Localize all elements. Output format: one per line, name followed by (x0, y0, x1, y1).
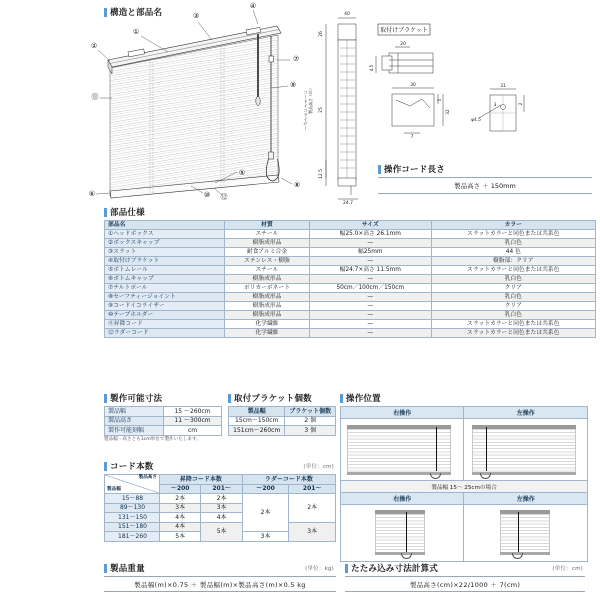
section-view (326, 18, 358, 199)
material-cell: スチール (225, 266, 310, 275)
sub-header-2: 201～ (201, 484, 242, 494)
material-cell: ステンレス・樹脂 (225, 257, 310, 266)
blind-illustration-right-narrow (375, 510, 425, 555)
operation-cord-value: 製品高さ ＋ 150mm (378, 177, 592, 194)
size-cell: 幅25mm (309, 248, 431, 257)
table-row (105, 329, 596, 338)
makedim-title: 製作可能寸法 (110, 394, 163, 404)
heading-bar-icon (104, 394, 107, 403)
slats (500, 514, 550, 552)
material-cell: 化学繊維 (225, 320, 310, 329)
fold-formula: 製品高さ(cm)×22/1000 ＋ 7(cm) (345, 576, 585, 592)
callout-8: ⑧ (293, 181, 301, 189)
part-name-cell: ②ボックスキャップ (105, 239, 225, 248)
oppos-cell-right-narrow (341, 505, 464, 562)
dim-25: 25 (319, 107, 324, 113)
table-row (105, 426, 222, 436)
table-row (105, 239, 596, 248)
dim-40: 40 (344, 12, 350, 17)
table-row (105, 522, 336, 532)
bracket-qty-cell: 3 個 (285, 426, 336, 436)
oppos-header-right-2: 右操作 (341, 493, 464, 505)
size-cell: — (309, 275, 431, 284)
part-name-cell: ⑦チルトポール (105, 284, 225, 293)
oppos-cell-right-standard (341, 419, 464, 481)
table-row (105, 266, 596, 275)
col-product-width: 製品幅 (229, 407, 285, 417)
cords-title: コード本数 (110, 462, 154, 472)
dim-phi45: φ4.5 (471, 118, 481, 123)
dim-3: 3 (493, 103, 497, 108)
dim-4-5: 4.5 (370, 64, 375, 72)
sub-header-4: 201～ (289, 484, 336, 494)
dim-7: 7 (410, 135, 414, 140)
callout-3: ③ (192, 12, 200, 20)
slats (375, 514, 425, 552)
bracket-width-cell: 151cm～260cm (229, 426, 285, 436)
oppos-caption: 製品幅 15～ 25cmの場合 (341, 481, 588, 493)
blind-body (108, 26, 281, 198)
corner-top-label: 製品高さ (138, 475, 157, 480)
fold-title: たたみ込み寸法計算式 (351, 564, 439, 574)
cord-loop (512, 553, 523, 559)
oppos-header-left-2: 左操作 (464, 493, 588, 505)
table-row (105, 275, 596, 284)
sub-header-1: ～200 (160, 484, 201, 494)
col-size: サイズ (309, 221, 431, 230)
table-row (229, 426, 336, 436)
dimension-value: cm (164, 426, 222, 436)
dim-2: 2 (519, 102, 524, 106)
structure-heading (104, 6, 254, 18)
dimension-label: 製品幅 (105, 407, 164, 417)
size-cell: — (309, 302, 431, 311)
dim-5: 5 (438, 98, 443, 102)
operation-cord (436, 427, 437, 471)
lift-cord-200-cell: 5本 (160, 532, 201, 542)
color-cell: 44 色 (431, 248, 595, 257)
lift-cord-200-cell: 2本 (160, 494, 201, 504)
size-cell: 50cm／100cm／150cm (309, 284, 431, 293)
callout-5: ⑤ (238, 169, 246, 177)
material-cell: 樹脂成形品 (225, 302, 310, 311)
callout-9: ⑨ (289, 81, 297, 89)
dimension-label: 製作可能刻幅 (105, 426, 164, 436)
height-label: 製品高さ（Ｈ） (308, 86, 313, 114)
color-cell: スラットカラーと同色または共系色 (431, 230, 595, 239)
table-row (105, 416, 222, 426)
operation-cord-heading (378, 163, 592, 175)
ladder-cord-201-cell: 3本 (289, 522, 336, 541)
bracket-qty-cell: 2 個 (285, 416, 336, 426)
ladder-cord-200-cell: 3本 (242, 532, 289, 542)
oppos-cell-left-standard (464, 419, 588, 481)
cords-heading (104, 460, 336, 472)
heading-bar-icon (104, 462, 107, 471)
group-header-lift: 昇降コード本数 (160, 475, 243, 485)
cord-range-cell: 151～180 (105, 522, 160, 532)
color-cell: 乳白色 (431, 239, 595, 248)
makedim-note: 製品幅・高さとも1cm単位で製作いたします。 (104, 436, 201, 442)
part-name-cell: ④取付けブラケット (105, 257, 225, 266)
weight-heading (104, 562, 336, 574)
table-header-row (229, 407, 336, 417)
table-row (105, 494, 336, 504)
blind-illustration-left (472, 425, 576, 475)
bracket-detail-group (369, 24, 524, 140)
lift-cord-200-cell: 4本 (160, 522, 201, 532)
oppos-title: 操作位置 (346, 394, 381, 404)
cord-loop (480, 473, 491, 479)
dim-20: 20 (400, 42, 406, 47)
size-cell: — (309, 320, 431, 329)
table-row (105, 302, 596, 311)
cord-range-cell: 89～130 (105, 503, 160, 513)
table-row (105, 293, 596, 302)
color-cell: クリア (431, 302, 595, 311)
col-part-name: 部品名 (105, 221, 225, 230)
parts-heading (104, 206, 596, 218)
heading-bar-icon (104, 208, 107, 217)
part-name-cell: ⑫ラダーコード (105, 329, 225, 338)
lift-cord-201-cell: 3本 (201, 503, 242, 513)
operation-cord (486, 427, 487, 471)
part-name-cell: ⑩テープホルダー (105, 311, 225, 320)
makeable-dimensions-section (104, 392, 222, 442)
dimension-value: 15 ～260cm (164, 407, 222, 417)
callout-1: ① (132, 28, 140, 36)
dimension-label: 製品高さ (105, 416, 164, 426)
callout-12: ⑫ (220, 193, 228, 201)
material-cell: スチール (225, 230, 310, 239)
color-cell: スラットカラーと同色または共系色 (431, 329, 595, 338)
col-color: カラー (431, 221, 595, 230)
material-cell: 樹脂成形品 (225, 275, 310, 284)
bracket-count-section (228, 392, 336, 436)
cord-range-cell: 181～260 (105, 532, 160, 542)
size-cell: — (309, 239, 431, 248)
size-cell: — (309, 257, 431, 266)
cords-body (105, 494, 336, 542)
table-row (105, 407, 222, 417)
color-cell: 樹脂部：クリア (431, 257, 595, 266)
structure-title: 構造と部品名 (110, 8, 163, 18)
color-cell: スラットカラーと同色または共系色 (431, 266, 595, 275)
lift-cord-201-cell: 2本 (201, 494, 242, 504)
bracket-body (229, 416, 336, 435)
part-name-cell: ⑤ボトムレール (105, 266, 225, 275)
table-row (105, 284, 596, 293)
size-cell: — (309, 311, 431, 320)
heading-bar-icon (340, 394, 343, 403)
material-cell: 化学繊維 (225, 329, 310, 338)
cord-range-cell: 15～88 (105, 494, 160, 504)
operation-cord-title: 操作コード長さ (384, 165, 445, 175)
heading-bar-icon (104, 564, 107, 573)
ladder-cord-200-cell: 2本 (242, 494, 289, 532)
material-cell: ポリカーボネート (225, 284, 310, 293)
table-row (229, 416, 336, 426)
dimension-value: 11 ～300cm (164, 416, 222, 426)
blind-illustration-left-narrow (500, 510, 550, 555)
material-cell: 耐食アルミ合金 (225, 248, 310, 257)
table-row (105, 248, 596, 257)
operation-cord (518, 512, 519, 552)
bracket-width-cell: 15cm～150cm (229, 416, 285, 426)
material-cell: 樹脂成形品 (225, 239, 310, 248)
lift-cord-200-cell: 3本 (160, 503, 201, 513)
part-name-cell: ⑪昇降コード (105, 320, 225, 329)
heading-bar-icon (345, 564, 348, 573)
heading-bar-icon (378, 165, 381, 174)
operation-cord (406, 512, 407, 552)
parts-spec-section (104, 206, 596, 338)
part-name-cell: ⑥ボトムキャップ (105, 275, 225, 284)
makedim-body (105, 407, 222, 436)
makeable-dimensions-table (104, 406, 222, 436)
bracket-title: 取付ブラケット個数 (234, 394, 312, 404)
cord-count-section (104, 460, 336, 542)
fold-unit: (単位：cm) (552, 566, 583, 572)
blind-illustration-right (347, 425, 451, 475)
color-cell: スラットカラーと同色または共系色 (431, 320, 595, 329)
cord-count-table (104, 474, 336, 542)
fold-dimension-section (345, 562, 585, 592)
callout-7: ⑦ (292, 55, 300, 63)
operation-cord-section (378, 163, 592, 194)
bracket-heading (228, 392, 336, 404)
slats (472, 429, 576, 472)
table-row (105, 320, 596, 329)
oppos-header-left-1: 左操作 (464, 407, 588, 419)
color-cell: クリア (431, 284, 595, 293)
fold-heading (345, 562, 585, 574)
table-header-row (105, 221, 596, 230)
dim-31: 31 (500, 84, 506, 89)
dim-32: 32 (446, 109, 451, 115)
table-row (105, 257, 596, 266)
callout-10: ⑩ (203, 191, 211, 199)
makedim-heading (104, 392, 222, 404)
color-cell: 乳白色 (431, 275, 595, 284)
bottomrail (500, 552, 550, 555)
size-cell: — (309, 293, 431, 302)
part-name-cell: ⑨コードイコライザー (105, 302, 225, 311)
color-cell: 乳白色 (431, 293, 595, 302)
dim-24-7: 24.7 (342, 201, 354, 205)
part-name-cell: ①ヘッドボックス (105, 230, 225, 239)
heading-bar-icon (228, 394, 231, 403)
oppos-illustration-row-1 (341, 419, 588, 481)
operating-position-table (340, 406, 588, 562)
bracket-count-table (228, 406, 336, 436)
group-header-ladder: ラダーコード本数 (242, 475, 335, 485)
table-row (105, 230, 596, 239)
size-cell: — (309, 329, 431, 338)
side-note-vertical: コードイコライザー (302, 90, 308, 131)
lift-cord-201-cell: 4本 (201, 513, 242, 523)
part-name-cell: ⑧セーフティージョイント (105, 293, 225, 302)
dim-30: 30 (410, 83, 416, 88)
col-bracket-qty: ブラケット個数 (285, 407, 336, 417)
weight-title: 製品重量 (110, 564, 145, 574)
table-header-row-1 (105, 475, 336, 485)
oppos-cell-left-narrow (464, 505, 588, 562)
bottomrail (375, 552, 425, 555)
material-cell: 樹脂成形品 (225, 311, 310, 320)
col-material: 材質 (225, 221, 310, 230)
oppos-heading (340, 392, 588, 404)
lift-cord-201-cell: 5本 (201, 522, 242, 541)
oppos-header-right-1: 右操作 (341, 407, 464, 419)
oppos-header-row-1 (341, 407, 588, 419)
corner-diagonal-cell (105, 475, 160, 494)
oppos-caption-row (341, 481, 588, 493)
sub-header-3: ～200 (242, 484, 289, 494)
callout-6: ⑥ (88, 190, 96, 198)
part-name-cell: ③スラット (105, 248, 225, 257)
cord-loop (430, 473, 441, 479)
weight-unit: (単位：kg) (305, 566, 334, 572)
dim-26: 26 (319, 31, 324, 37)
cords-unit: (単位：cm) (303, 464, 334, 470)
material-cell: 樹脂成形品 (225, 293, 310, 302)
size-cell: 幅25.0×高さ 26.1mm (309, 230, 431, 239)
heading-bar-icon (104, 8, 107, 17)
weight-formula: 製品幅(m)×0.75 ＋ 製品幅(m)×製品高さ(m)×0.5 kg (104, 576, 336, 592)
lift-cord-200-cell: 4本 (160, 513, 201, 523)
parts-title: 部品仕様 (110, 208, 145, 218)
oppos-header-row-2 (341, 493, 588, 505)
size-cell: 幅24.7×高さ 11.5mm (309, 266, 431, 275)
parts-spec-table (104, 220, 596, 338)
bracket-detail-title: 取付けブラケット (380, 27, 428, 34)
oppos-illustration-row-2 (341, 505, 588, 562)
structure-diagram-section (0, 0, 600, 205)
operating-position-section (340, 392, 588, 562)
corner-bottom-label: 製品幅 (107, 487, 121, 493)
callout-2: ② (90, 42, 98, 50)
callout-11: ⑪ (91, 93, 99, 101)
dim-12-5: 12.5 (319, 168, 324, 180)
product-weight-section (104, 562, 336, 592)
color-cell: 乳白色 (431, 311, 595, 320)
callout-4: ④ (249, 2, 257, 10)
cord-loop (401, 553, 412, 559)
cord-range-cell: 131～150 (105, 513, 160, 523)
parts-table-body (105, 230, 596, 338)
table-row (105, 311, 596, 320)
ladder-cord-201-cell: 2本 (289, 494, 336, 523)
